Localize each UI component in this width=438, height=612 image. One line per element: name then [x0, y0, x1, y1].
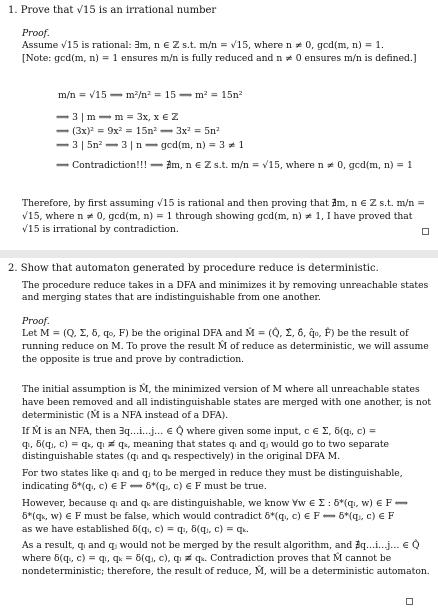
however-line-3: as we have established δ(qᵢ, c) = qₗ, δ(qⱼ, c) = qₖ.: [22, 524, 249, 535]
nfa-line-3: distinguishable states (qₗ and qₖ respectively) in the original DFA M.: [22, 451, 341, 462]
qed-square-icon-2: [406, 598, 413, 605]
problem-1-panel: [0, 0, 438, 250]
derivation-line-5: ⟹ Contradiction!!! ⟹ ∄m, n ∈ ℤ s.t. m/n = √15, where n ≠ 0, gcd(m, n) = 1: [56, 160, 413, 171]
initial-line-1: The initial assumption is M̂, the minimized version of M where all unreachable states: [22, 384, 420, 395]
result-line-1: As a result, qᵢ and qⱼ would not be merged by the result algorithm, and ∄q…i…j… ∈ Q̂: [22, 540, 420, 551]
problem-2-heading: 2. Show that automaton generated by procedure reduce is deterministic.: [8, 263, 379, 274]
derivation-line-3: ⟹ (3x)² = 9x² = 15n² ⟹ 3x² = 5n²: [56, 126, 220, 137]
intro-line-2: and merging states that are indistinguishable from one another.: [22, 292, 321, 303]
conclusion-line-3: √15 is irrational by contradiction.: [22, 224, 179, 235]
derivation-line-1: m/n = √15 ⟹ m²/n² = 15 ⟹ m² = 15n²: [58, 90, 243, 101]
problem-2-panel: [0, 258, 438, 612]
initial-line-2: have been removed and all indistinguishable states are merged with one another, is not: [22, 397, 432, 408]
result-line-2: where δ(qᵢ, c) = qₗ, qₖ = δ(qⱼ, c), qₗ ≢ qₖ. Contradiction proves that M̂ cannot be: [22, 553, 392, 564]
result-line-3: nondeterministic; therefore, the result of reduce, M̂, will be a deterministic automaton.: [22, 566, 430, 577]
intro-line-1: The procedure reduce takes in a DFA and minimizes it by removing unreachable states: [22, 280, 429, 291]
qed-square-icon: [422, 228, 429, 235]
nfa-line-2: qₗ, δ(qⱼ, c) = qₖ, qₗ ≢ qₖ, meaning that states qᵢ and qⱼ would go to two separate: [22, 439, 389, 450]
proof-label-2: Proof.: [22, 316, 50, 327]
however-line-1: However, because qₗ and qₖ are distinguishable, we know ∀w ∈ Σ : δ*(qₗ, w) ∈ F ⟺: [22, 498, 408, 509]
conclusion-line-1: Therefore, by first assuming √15 is rational and then proving that ∄m, n ∈ ℤ s.t. m/n =: [22, 198, 425, 209]
note-line: [Note: gcd(m, n) = 1 ensures m/n is fully reduced and n ≠ 0 ensures m/n is defined.]: [22, 53, 417, 64]
nfa-line-1: If M̂ is an NFA, then ∃q…i…j… ∈ Q̂ where given some input, c ∈ Σ, δ(qᵢ, c) =: [22, 426, 377, 437]
section-divider: [0, 250, 438, 258]
two-states-line-2: indicating δ*(qᵢ, c) ∈ F ⟺ δ*(qⱼ, c) ∈ F must be true.: [22, 481, 267, 492]
initial-line-3: deterministic (M̂ is a NFA instead of a DFA).: [22, 410, 229, 421]
setup-line-2: running reduce on M. To prove the result M̂ of reduce as deterministic, we will assume: [22, 341, 429, 352]
conclusion-line-2: √15, where n ≠ 0, gcd(m, n) = 1 through showing gcd(m, n) ≠ 1, I have proved that: [22, 211, 413, 222]
setup-line-3: the opposite is true and prove by contradiction.: [22, 354, 245, 365]
proof-label: Proof.: [22, 28, 50, 39]
assumption-line: Assume √15 is rational: ∃m, n ∈ ℤ s.t. m/n = √15, where n ≠ 0, gcd(m, n) = 1.: [22, 40, 384, 51]
problem-1-heading: 1. Prove that √15 is an irrational number: [8, 5, 217, 16]
setup-line-1: Let M = (Q, Σ, δ, q₀, F) be the original DFA and M̂ = (Q̂, Σ̂, δ̂, q̂₀, F̂) be the result of: [22, 328, 409, 339]
derivation-line-2: ⟹ 3 | m ⟹ m = 3x, x ∈ ℤ: [56, 112, 179, 123]
derivation-line-4: ⟹ 3 | 5n² ⟹ 3 | n ⟹ gcd(m, n) = 3 ≠ 1: [56, 140, 245, 151]
two-states-line-1: For two states like qᵢ and qⱼ to be merged in reduce they must be distinguishable,: [22, 468, 403, 479]
however-line-2: δ*(qₖ, w) ∈ F must be false, which would contradict δ*(qᵢ, c) ∈ F ⟺ δ*(qⱼ, c) ∈ F: [22, 511, 395, 522]
